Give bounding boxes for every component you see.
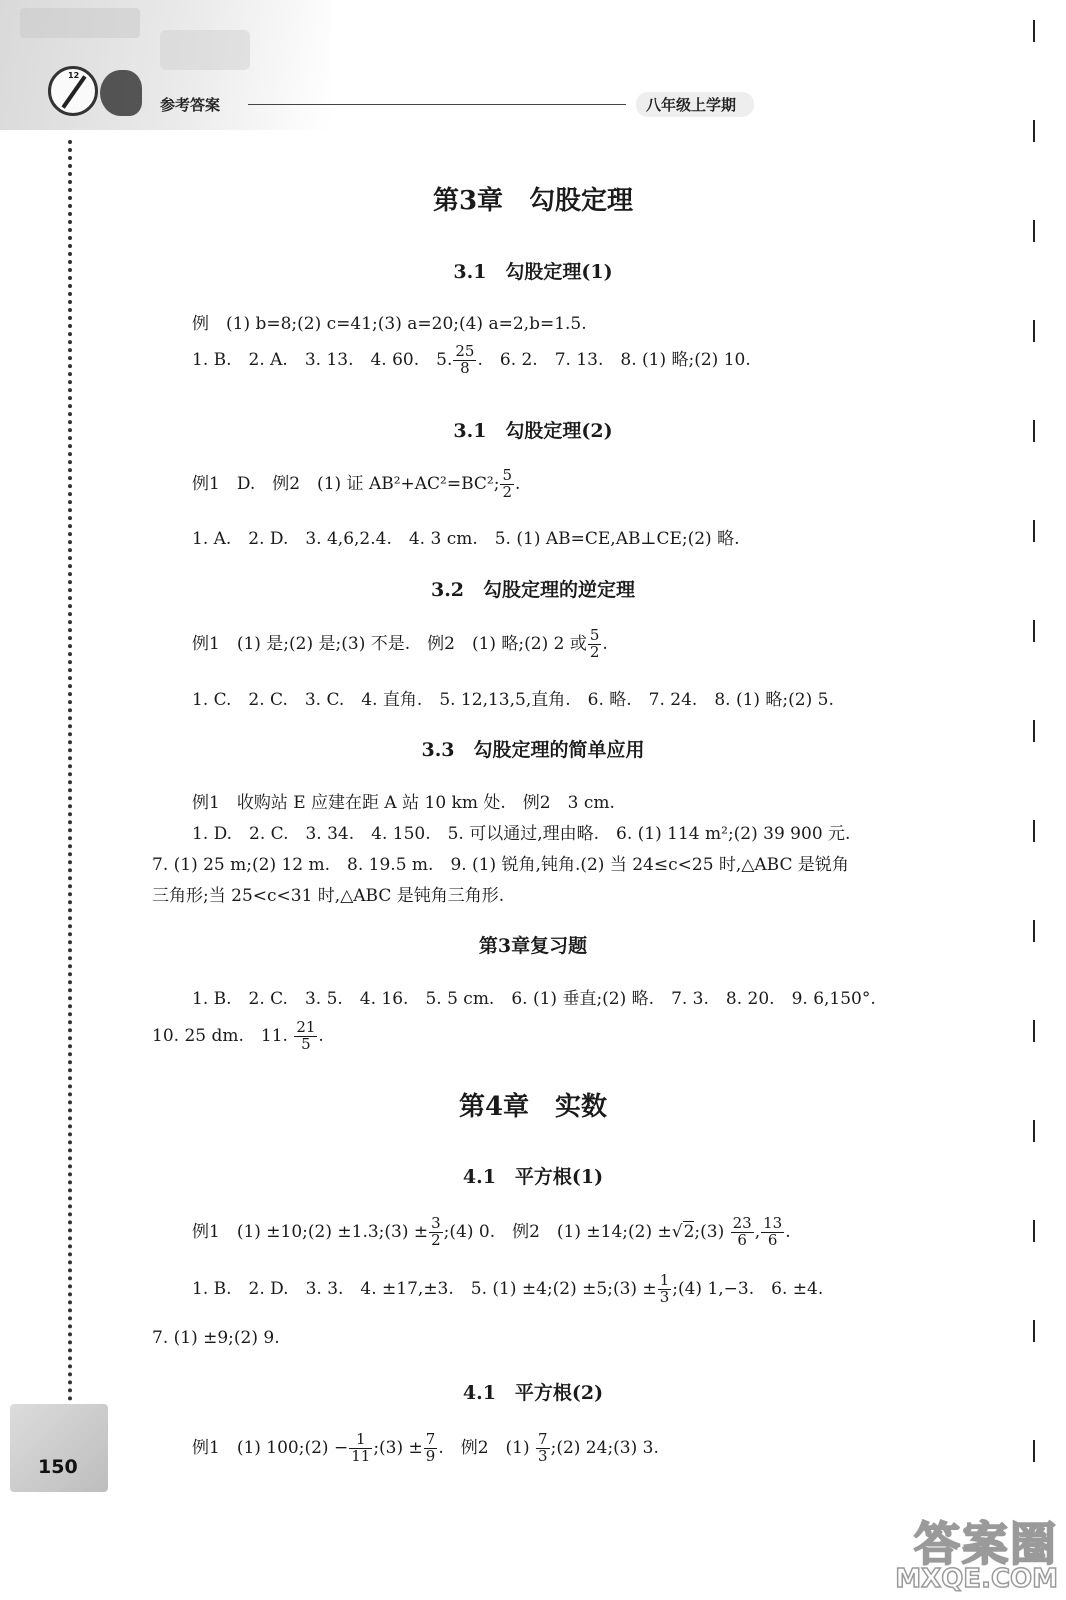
edge-mark bbox=[1033, 220, 1035, 242]
page-number-box bbox=[10, 1404, 108, 1492]
section-3-1-1-example: 例 (1) b=8;(2) c=41;(3) a=20;(4) a=2,b=1.5. bbox=[192, 314, 587, 334]
section-3-1-2-example: 例1 D. 例2 (1) 证 AB²+AC²=BC²; $\frac{5}{2}$ . bbox=[192, 466, 521, 501]
header-rule bbox=[248, 104, 626, 105]
review-3-answers-2: 10. 25 dm. 11. $\frac{21}{5}$ . bbox=[152, 1018, 324, 1053]
review-3-answers-1: 1. B. 2. C. 3. 5. 4. 16. 5. 5 cm. 6. (1) 垂直;(2) 略. 7. 3. 8. 20. 9. 6,150°. bbox=[192, 989, 876, 1009]
fraction: $\frac{5}{2}$ bbox=[502, 466, 513, 501]
section-4-1-1-answers-2: 7. (1) ±9;(2) 9. bbox=[152, 1328, 280, 1348]
fraction: $\frac{7}{3}$ bbox=[538, 1430, 548, 1465]
section-4-1-1-answers-1: 1. B. 2. D. 3. 3. 4. ±17,±3. 5. (1) ±4;(2) ±5;(3) ± $\frac{1}{3}$ ;(4) 1,−3. 6. ±4. bbox=[192, 1271, 824, 1306]
dotted-margin-line bbox=[68, 140, 72, 1410]
fraction: $\frac{13}{6}$ bbox=[763, 1214, 783, 1249]
section-3-2-title: 3.2 勾股定理的逆定理 bbox=[430, 579, 636, 601]
fraction: $\frac{25}{8}$ bbox=[455, 342, 475, 377]
header-left-title: 参考答案 bbox=[160, 96, 221, 114]
page-number: 150 bbox=[38, 1456, 78, 1478]
section-4-1-2-title: 4.1 平方根(2) bbox=[462, 1382, 604, 1404]
review-3-title: 第3章复习题 bbox=[478, 935, 588, 957]
section-3-2-example: 例1 (1) 是;(2) 是;(3) 不是. 例2 (1) 略;(2) 2 或 $\frac{5}{2}$ . bbox=[192, 626, 608, 661]
chapter-4-title: 第4章 实数 bbox=[458, 1092, 608, 1122]
section-3-3-example: 例1 收购站 E 应建在距 A 站 10 km 处. 例2 3 cm. bbox=[192, 793, 615, 813]
fraction: $\frac{5}{2}$ bbox=[589, 626, 600, 661]
compass-icon: 12 bbox=[48, 66, 98, 116]
section-3-2-answers: 1. C. 2. C. 3. C. 4. 直角. 5. 12,13,5,直角. 6. 略. 7. 24. 8. (1) 略;(2) 5. bbox=[192, 690, 834, 710]
edge-mark bbox=[1033, 620, 1035, 642]
watermark-url: MXQE.COM bbox=[895, 1564, 1058, 1594]
section-3-1-2-answers: 1. A. 2. D. 3. 4,6,2.4. 4. 3 cm. 5. (1) AB=CE,AB⊥CE;(2) 略. bbox=[192, 529, 740, 549]
edge-mark bbox=[1033, 20, 1035, 42]
watermark-logo: 答案圈 bbox=[914, 1517, 1058, 1571]
fraction: $\frac{3}{2}$ bbox=[431, 1214, 441, 1249]
edge-mark bbox=[1033, 1120, 1035, 1142]
fraction: $\frac{21}{5}$ bbox=[296, 1018, 316, 1053]
section-3-1-1-answers: 1. B. 2. A. 3. 13. 4. 60. 5. $\frac{25}{8}$ . 6. 2. 7. 13. 8. (1) 略;(2) 10. bbox=[192, 342, 751, 377]
edge-mark bbox=[1033, 1220, 1035, 1242]
fraction: $\frac{1}{3}$ bbox=[659, 1271, 670, 1306]
edge-mark bbox=[1033, 820, 1035, 842]
section-3-1-1-title: 3.1 勾股定理(1) bbox=[453, 261, 613, 283]
fraction: $\frac{23}{6}$ bbox=[732, 1214, 752, 1249]
section-3-1-2-title: 3.1 勾股定理(2) bbox=[453, 420, 613, 442]
section-3-3-answers-3: 三角形;当 25<c<31 时,△ABC 是钝角三角形. bbox=[152, 886, 505, 906]
fraction: $\frac{1}{11}$ bbox=[351, 1430, 371, 1465]
section-3-3-title: 3.3 勾股定理的简单应用 bbox=[421, 739, 645, 761]
edge-mark bbox=[1033, 1440, 1035, 1462]
fraction: $\frac{7}{9}$ bbox=[425, 1430, 436, 1465]
edge-mark bbox=[1033, 320, 1035, 342]
chapter-3-title: 第3章 勾股定理 bbox=[432, 186, 634, 216]
runner-logo bbox=[100, 70, 142, 116]
section-3-3-answers-1: 1. D. 2. C. 3. 34. 4. 150. 5. 可以通过,理由略. 6. (1) 114 m²;(2) 39 900 元. bbox=[192, 824, 851, 844]
edge-mark bbox=[1033, 520, 1035, 542]
header-right-title: 八年级上学期 bbox=[636, 92, 754, 117]
edge-mark bbox=[1033, 1320, 1035, 1342]
section-4-1-2-example: 例1 (1) 100;(2) − $\frac{1}{11}$ ;(3) ± $\frac{7}{9}$ . 例2 (1) $\frac{7}{3}$ ;(2) 24;(3) 3. bbox=[192, 1430, 659, 1465]
section-3-3-answers-2: 7. (1) 25 m;(2) 12 m. 8. 19.5 m. 9. (1) 锐角,钝角.(2) 当 24≤c<25 时,△ABC 是锐角 bbox=[152, 855, 849, 875]
section-4-1-1-example: 例1 (1) ±10;(2) ±1.3;(3) ± $\frac{3}{2}$ ;(4) 0. 例2 (1) ±14;(2) ±√2;(3) $\frac{23}{6}$ , $\frac{13}{6}$ . bbox=[192, 1214, 791, 1249]
edge-mark bbox=[1033, 120, 1035, 142]
section-4-1-1-title: 4.1 平方根(1) bbox=[462, 1166, 604, 1188]
edge-mark bbox=[1033, 1020, 1035, 1042]
